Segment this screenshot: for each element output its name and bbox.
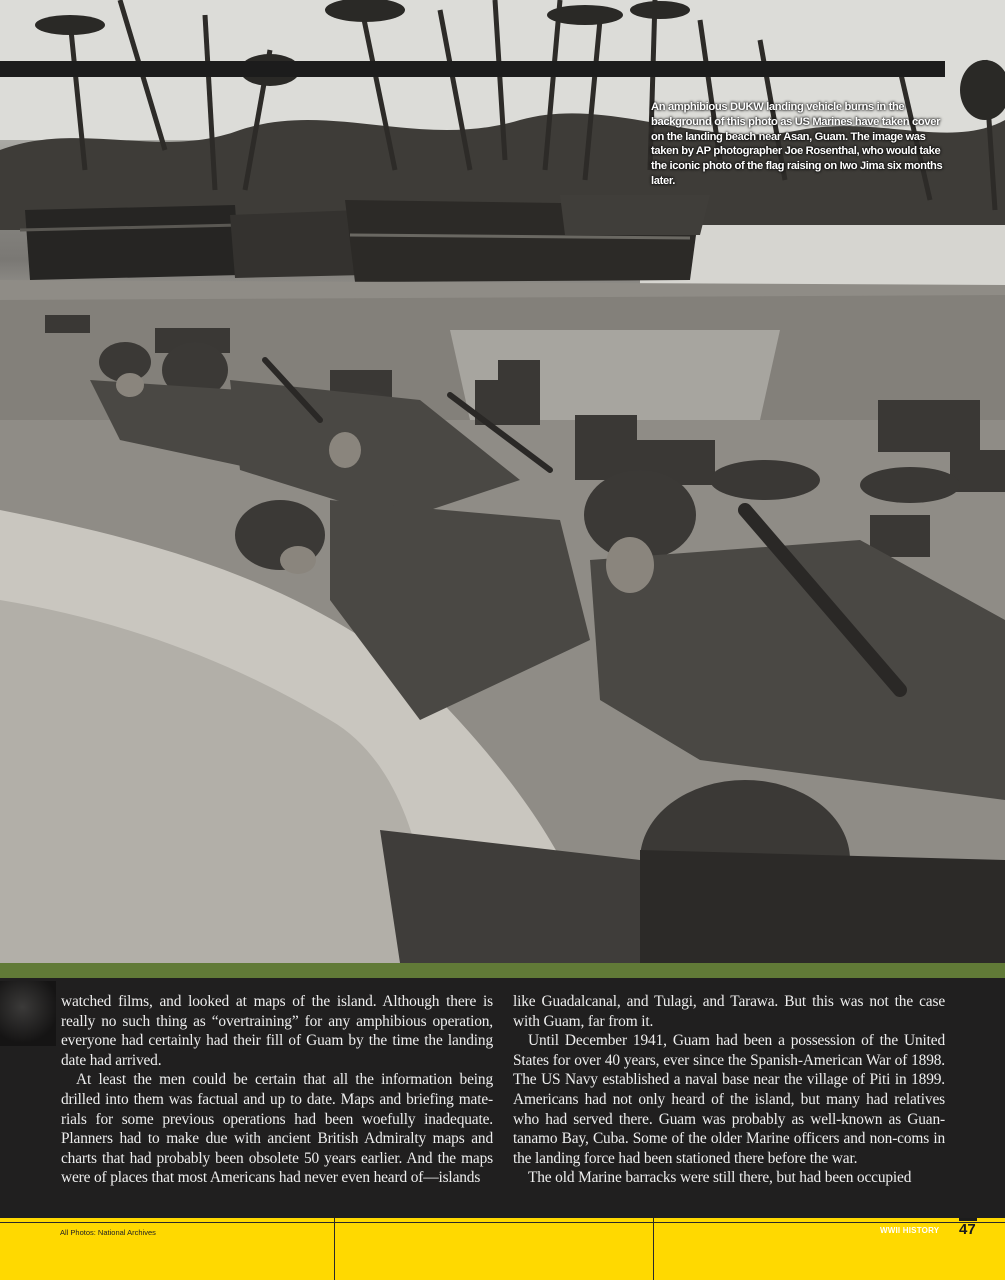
footer-divider (653, 1218, 654, 1280)
magazine-name: WWII HISTORY (880, 1226, 940, 1235)
paragraph: like Guadalcanal, and Tulagi, and Tarawa. But this was not the case with Guam, far from it. (513, 993, 945, 1030)
article-column-left (61, 992, 493, 1188)
page-footer (0, 1218, 1005, 1280)
thumbnail-image (0, 981, 56, 1046)
page-number: 47 (959, 1221, 976, 1238)
green-divider (0, 963, 1005, 978)
photo-credit: All Photos: National Archives (60, 1228, 156, 1237)
paragraph: The old Marine barracks were still there, but had been occupied (528, 1169, 912, 1187)
paragraph: watched films, and looked at maps of the island. Although there is really no such thing as “overtraining” for any amphibious operation, everyone had certainly had their fill of Guam by the time the landing date had arrived. (61, 993, 493, 1069)
top-black-bar (0, 61, 945, 77)
paragraph: At least the men could be certain that all the information being drilled into them was factual and up to date. Maps and briefing mate-rials for some previous operations had been woefully inadequate. Planners had to make due with ancient British Admiralty maps and charts that had probably been obsolete 50 years earlier. And the maps were of places that most Americans had never even heard of—islands (61, 1071, 493, 1187)
article-column-right (513, 992, 945, 1188)
footer-rule (0, 1222, 1005, 1223)
photo-caption: An amphibious DUKW landing vehicle burns in the background of this photo as US Marines have taken cover on the landing beach near Asan, Guam. The image was taken by AP photographer Joe Rosenthal, who would take the iconic photo of the flag raising on Iwo Jima six months later. (651, 101, 943, 187)
paragraph: Until December 1941, Guam had been a possession of the United States for over 40 years, ever since the Spanish-American War of 1898. The US Navy established a naval base near the village of Piti in 1899. Americans had not only heard of the island, but many had relatives who had served there. Guam was probably as well-known as Guan-tanamo Bay, Cuba. Some of the older Marine officers and non-coms in the landing force had been stationed there before the war. (513, 1032, 945, 1167)
footer-divider (334, 1218, 335, 1280)
